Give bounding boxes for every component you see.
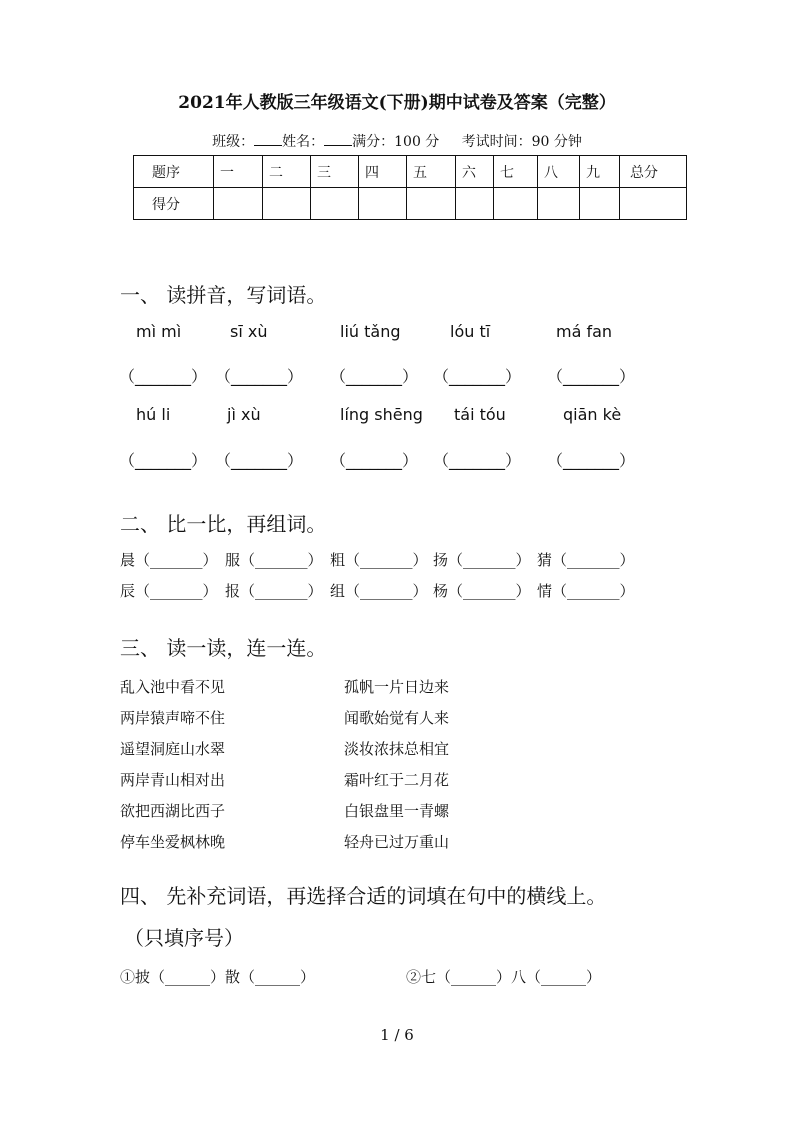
compare-char <box>433 580 531 601</box>
poem-line-left[interactable]: 欲把西湖比西子 <box>120 802 226 820</box>
compare-char <box>537 580 635 601</box>
pinyin: tái tóu <box>454 405 506 424</box>
answer-blank[interactable]: （_______） <box>330 451 419 470</box>
char: 报 <box>225 582 241 600</box>
poem-line-left[interactable]: 停车坐爱枫林晚 <box>120 833 226 851</box>
poem-line-left[interactable]: 两岸青山相对出 <box>120 771 226 789</box>
name-blank <box>324 133 352 146</box>
compare-char <box>330 549 428 570</box>
exam-time: 考试时间：90 分钟 <box>461 134 582 150</box>
score-header-cell: 总分 <box>620 156 687 188</box>
score-cell[interactable] <box>407 188 456 220</box>
class-label: 班级： <box>212 134 255 150</box>
section4-item-1[interactable]: ①披（______）散（______） <box>120 968 316 986</box>
score-header-cell: 五 <box>407 156 456 188</box>
pinyin: mì mì <box>136 322 182 341</box>
score-header-cell: 七 <box>494 156 538 188</box>
class-blank <box>254 133 282 146</box>
answer-blank[interactable]: （_______） <box>119 451 208 470</box>
word-blank[interactable]: （_______） <box>135 551 218 569</box>
score-header-cell: 四 <box>359 156 407 188</box>
poem-line-left[interactable]: 乱入池中看不见 <box>120 678 226 696</box>
compare-char <box>537 549 635 570</box>
score-cell[interactable] <box>311 188 359 220</box>
pinyin: líng shēng <box>340 405 423 424</box>
compare-char <box>225 549 323 570</box>
page-number: 1 / 6 <box>380 1026 414 1044</box>
word-blank[interactable]: （_______） <box>448 551 531 569</box>
poem-line-right[interactable]: 霜叶红于二月花 <box>344 771 450 789</box>
score-cell[interactable] <box>263 188 311 220</box>
poem-line-left[interactable]: 两岸猿声啼不住 <box>120 709 226 727</box>
char: 组 <box>330 582 346 600</box>
score-header-cell: 题序 <box>134 156 214 188</box>
word-blank[interactable]: （_______） <box>240 551 323 569</box>
compare-char <box>433 549 531 570</box>
compare-char <box>120 580 218 601</box>
word-blank[interactable]: （_______） <box>345 582 428 600</box>
answer-blank[interactable]: （_______） <box>547 367 636 386</box>
char: 服 <box>225 551 241 569</box>
score-header-cell: 三 <box>311 156 359 188</box>
pinyin: jì xù <box>227 405 261 424</box>
char: 扬 <box>433 551 449 569</box>
score-cell[interactable] <box>456 188 494 220</box>
score-cell[interactable] <box>538 188 580 220</box>
section1-title: 一、 读拼音，写词语。 <box>120 283 327 307</box>
score-table-header-row <box>134 156 687 188</box>
char: 猜 <box>537 551 553 569</box>
poem-line-right[interactable]: 孤帆一片日边来 <box>344 678 450 696</box>
char: 粗 <box>330 551 346 569</box>
score-table <box>133 155 687 220</box>
compare-char <box>120 549 218 570</box>
name-label: 姓名： <box>282 134 325 150</box>
word-blank[interactable]: （_______） <box>552 582 635 600</box>
poem-line-right[interactable]: 轻舟已过万重山 <box>344 833 450 851</box>
score-header-cell: 八 <box>538 156 580 188</box>
word-blank[interactable]: （_______） <box>135 582 218 600</box>
pinyin: qiān kè <box>563 405 622 424</box>
score-header-cell: 六 <box>456 156 494 188</box>
answer-blank[interactable]: （_______） <box>215 451 304 470</box>
score-cell[interactable] <box>494 188 538 220</box>
poem-line-right[interactable]: 闻歌始觉有人来 <box>344 709 450 727</box>
pinyin: liú tǎng <box>340 322 401 341</box>
score-cell[interactable] <box>580 188 620 220</box>
pinyin: má fan <box>556 322 613 341</box>
score-cell[interactable] <box>359 188 407 220</box>
char: 情 <box>537 582 553 600</box>
pinyin: lóu tī <box>450 322 491 341</box>
poem-line-left[interactable]: 遥望洞庭山水翠 <box>120 740 226 758</box>
compare-char <box>225 580 323 601</box>
score-header-cell: 九 <box>580 156 620 188</box>
section4-subtitle: （只填序号） <box>124 926 244 950</box>
page-title: 2021年人教版三年级语文(下册)期中试卷及答案（完整） <box>178 93 616 113</box>
answer-blank[interactable]: （_______） <box>119 367 208 386</box>
section2-title: 二、 比一比，再组词。 <box>120 512 327 536</box>
score-header-cell: 一 <box>214 156 263 188</box>
word-blank[interactable]: （_______） <box>448 582 531 600</box>
compare-char <box>330 580 428 601</box>
answer-blank[interactable]: （_______） <box>433 367 522 386</box>
poem-line-right[interactable]: 白银盘里一青螺 <box>344 802 450 820</box>
poem-line-right[interactable]: 淡妆浓抹总相宜 <box>344 740 450 758</box>
exam-info <box>0 131 794 151</box>
section4-title: 四、 先补充词语，再选择合适的词填在句中的横线上。 <box>120 884 607 908</box>
full-score: 满分：100 分 <box>352 134 440 150</box>
char: 杨 <box>433 582 449 600</box>
char: 辰 <box>120 582 136 600</box>
score-header-cell: 二 <box>263 156 311 188</box>
char: 晨 <box>120 551 136 569</box>
word-blank[interactable]: （_______） <box>240 582 323 600</box>
score-table-score-row <box>134 188 687 220</box>
answer-blank[interactable]: （_______） <box>215 367 304 386</box>
pinyin: sī xù <box>230 322 268 341</box>
pinyin: hú li <box>136 405 171 424</box>
answer-blank[interactable]: （_______） <box>547 451 636 470</box>
section4-item-2[interactable]: ②七（______）八（______） <box>406 968 602 986</box>
score-cell[interactable] <box>620 188 687 220</box>
word-blank[interactable]: （_______） <box>552 551 635 569</box>
word-blank[interactable]: （_______） <box>345 551 428 569</box>
answer-blank[interactable]: （_______） <box>330 367 419 386</box>
score-row-label: 得分 <box>134 188 214 220</box>
section3-title: 三、 读一读，连一连。 <box>120 636 327 660</box>
score-cell[interactable] <box>214 188 263 220</box>
answer-blank[interactable]: （_______） <box>433 451 522 470</box>
